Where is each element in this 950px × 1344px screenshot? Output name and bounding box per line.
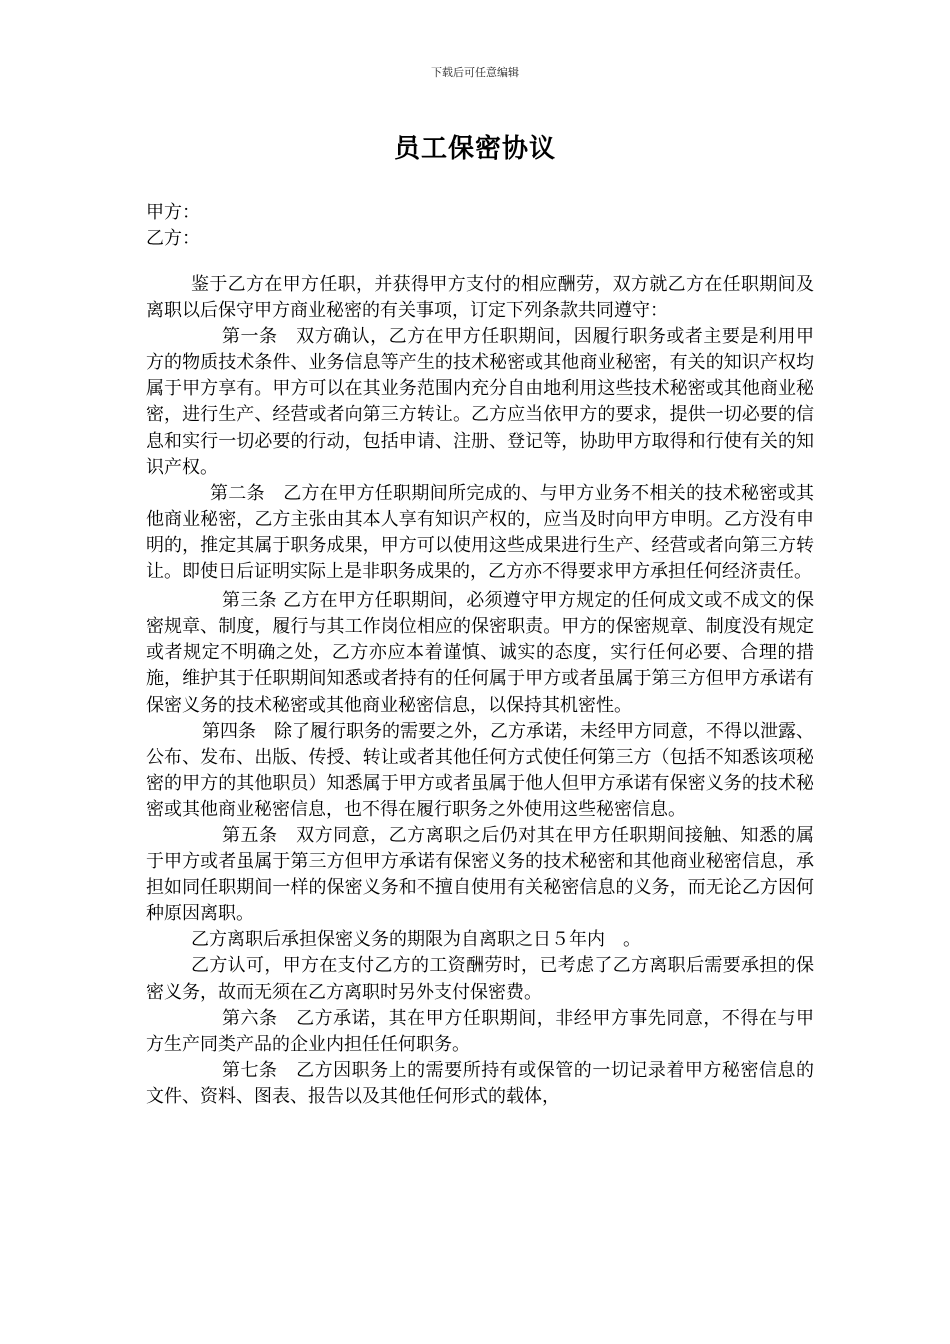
party-b-label: 乙方： — [146, 228, 200, 249]
document-title: 员工保密协议 — [393, 134, 556, 164]
paragraph-article-2: 第二条 乙方在甲方任职期间所完成的、与甲方业务不相关的技术秘密或其他商业秘密，乙方主张由其本人享有知识产权的，应当及时向甲方申明。乙方没有申明的，推定其属于职务成果，甲方可以使用这些成果进行生产、经营或者向第三方转让。即使日后证明实际上是非职务成果的，乙方亦不得要求甲方承担任何经济责任。 — [146, 482, 814, 583]
paragraph-article-7: 第七条 乙方因职务上的需要所持有或保管的一切记录着甲方秘密信息的文件、资料、图表、报告以及其他任何形式的载体， — [146, 1059, 814, 1107]
paragraph-article-6: 第六条 乙方承诺，其在甲方任职期间，非经甲方事先同意，不得在与甲方生产同类产品的企业内担任任何职务。 — [146, 1007, 814, 1055]
paragraph-article-1: 第一条 双方确认，乙方在甲方任职期间，因履行职务或者主要是利用甲方的物质技术条件、业务信息等产生的技术秘密或其他商业秘密，有关的知识产权均属于甲方享有。甲方可以在其业务范围内充分自由地利用这些技术秘密或其他商业秘密，进行生产、经营或者向第三方转让。乙方应当依甲方的要求，提供一切必要的信息和实行一切必要的行动，包括申请、注册、登记等，协助甲方取得和行使有关的知识产权。 — [146, 326, 814, 478]
paragraph-confidentiality-term: 乙方离职后承担保密义务的期限为自离职之日５年内 。 — [191, 929, 641, 951]
paragraph-acknowledgement: 乙方认可，甲方在支付乙方的工资酬劳时，已考虑了乙方离职后需要承担的保密义务，故而无须在乙方离职时另外支付保密费。 — [146, 955, 814, 1003]
page-header-note: 下载后可任意编辑 — [431, 66, 519, 79]
paragraph-article-4: 第四条 除了履行职务的需要之外，乙方承诺，未经甲方同意，不得以泄露、公布、发布、出版、传授、转让或者其他任何方式使任何第三方（包括不知悉该项秘密的甲方的其他职员）知悉属于甲方或者虽属于他人但甲方承诺有保密义务的技术秘密或其他商业秘密信息，也不得在履行职务之外使用这些秘密信息。 — [146, 720, 814, 820]
party-a-label: 甲方： — [146, 202, 200, 223]
paragraph-preamble: 鉴于乙方在甲方任职，并获得甲方支付的相应酬劳，双方就乙方在任职期间及离职以后保守甲方商业秘密的有关事项，订定下列条款共同遵守： — [146, 274, 814, 322]
paragraph-article-3: 第三条 乙方在甲方任职期间，必须遵守甲方规定的任何成文或不成文的保密规章、制度，履行与其工作岗位相应的保密职责。甲方的保密规章、制度没有规定或者规定不明确之处，乙方亦应本着谨慎、诚实的态度，实行任何必要、合理的措施，维护其于任职期间知悉或者持有的任何属于甲方或者虽属于第三方但甲方承诺有保密义务的技术秘密或其他商业秘密信息，以保持其机密性。 — [146, 590, 814, 716]
paragraph-article-5: 第五条 双方同意，乙方离职之后仍对其在甲方任职期间接触、知悉的属于甲方或者虽属于第三方但甲方承诺有保密义务的技术秘密和其他商业秘密信息，承担如同任职期间一样的保密义务和不擅自使用有关秘密信息的义务，而无论乙方因何种原因离职。 — [146, 824, 814, 925]
agreement-body — [146, 272, 814, 1110]
